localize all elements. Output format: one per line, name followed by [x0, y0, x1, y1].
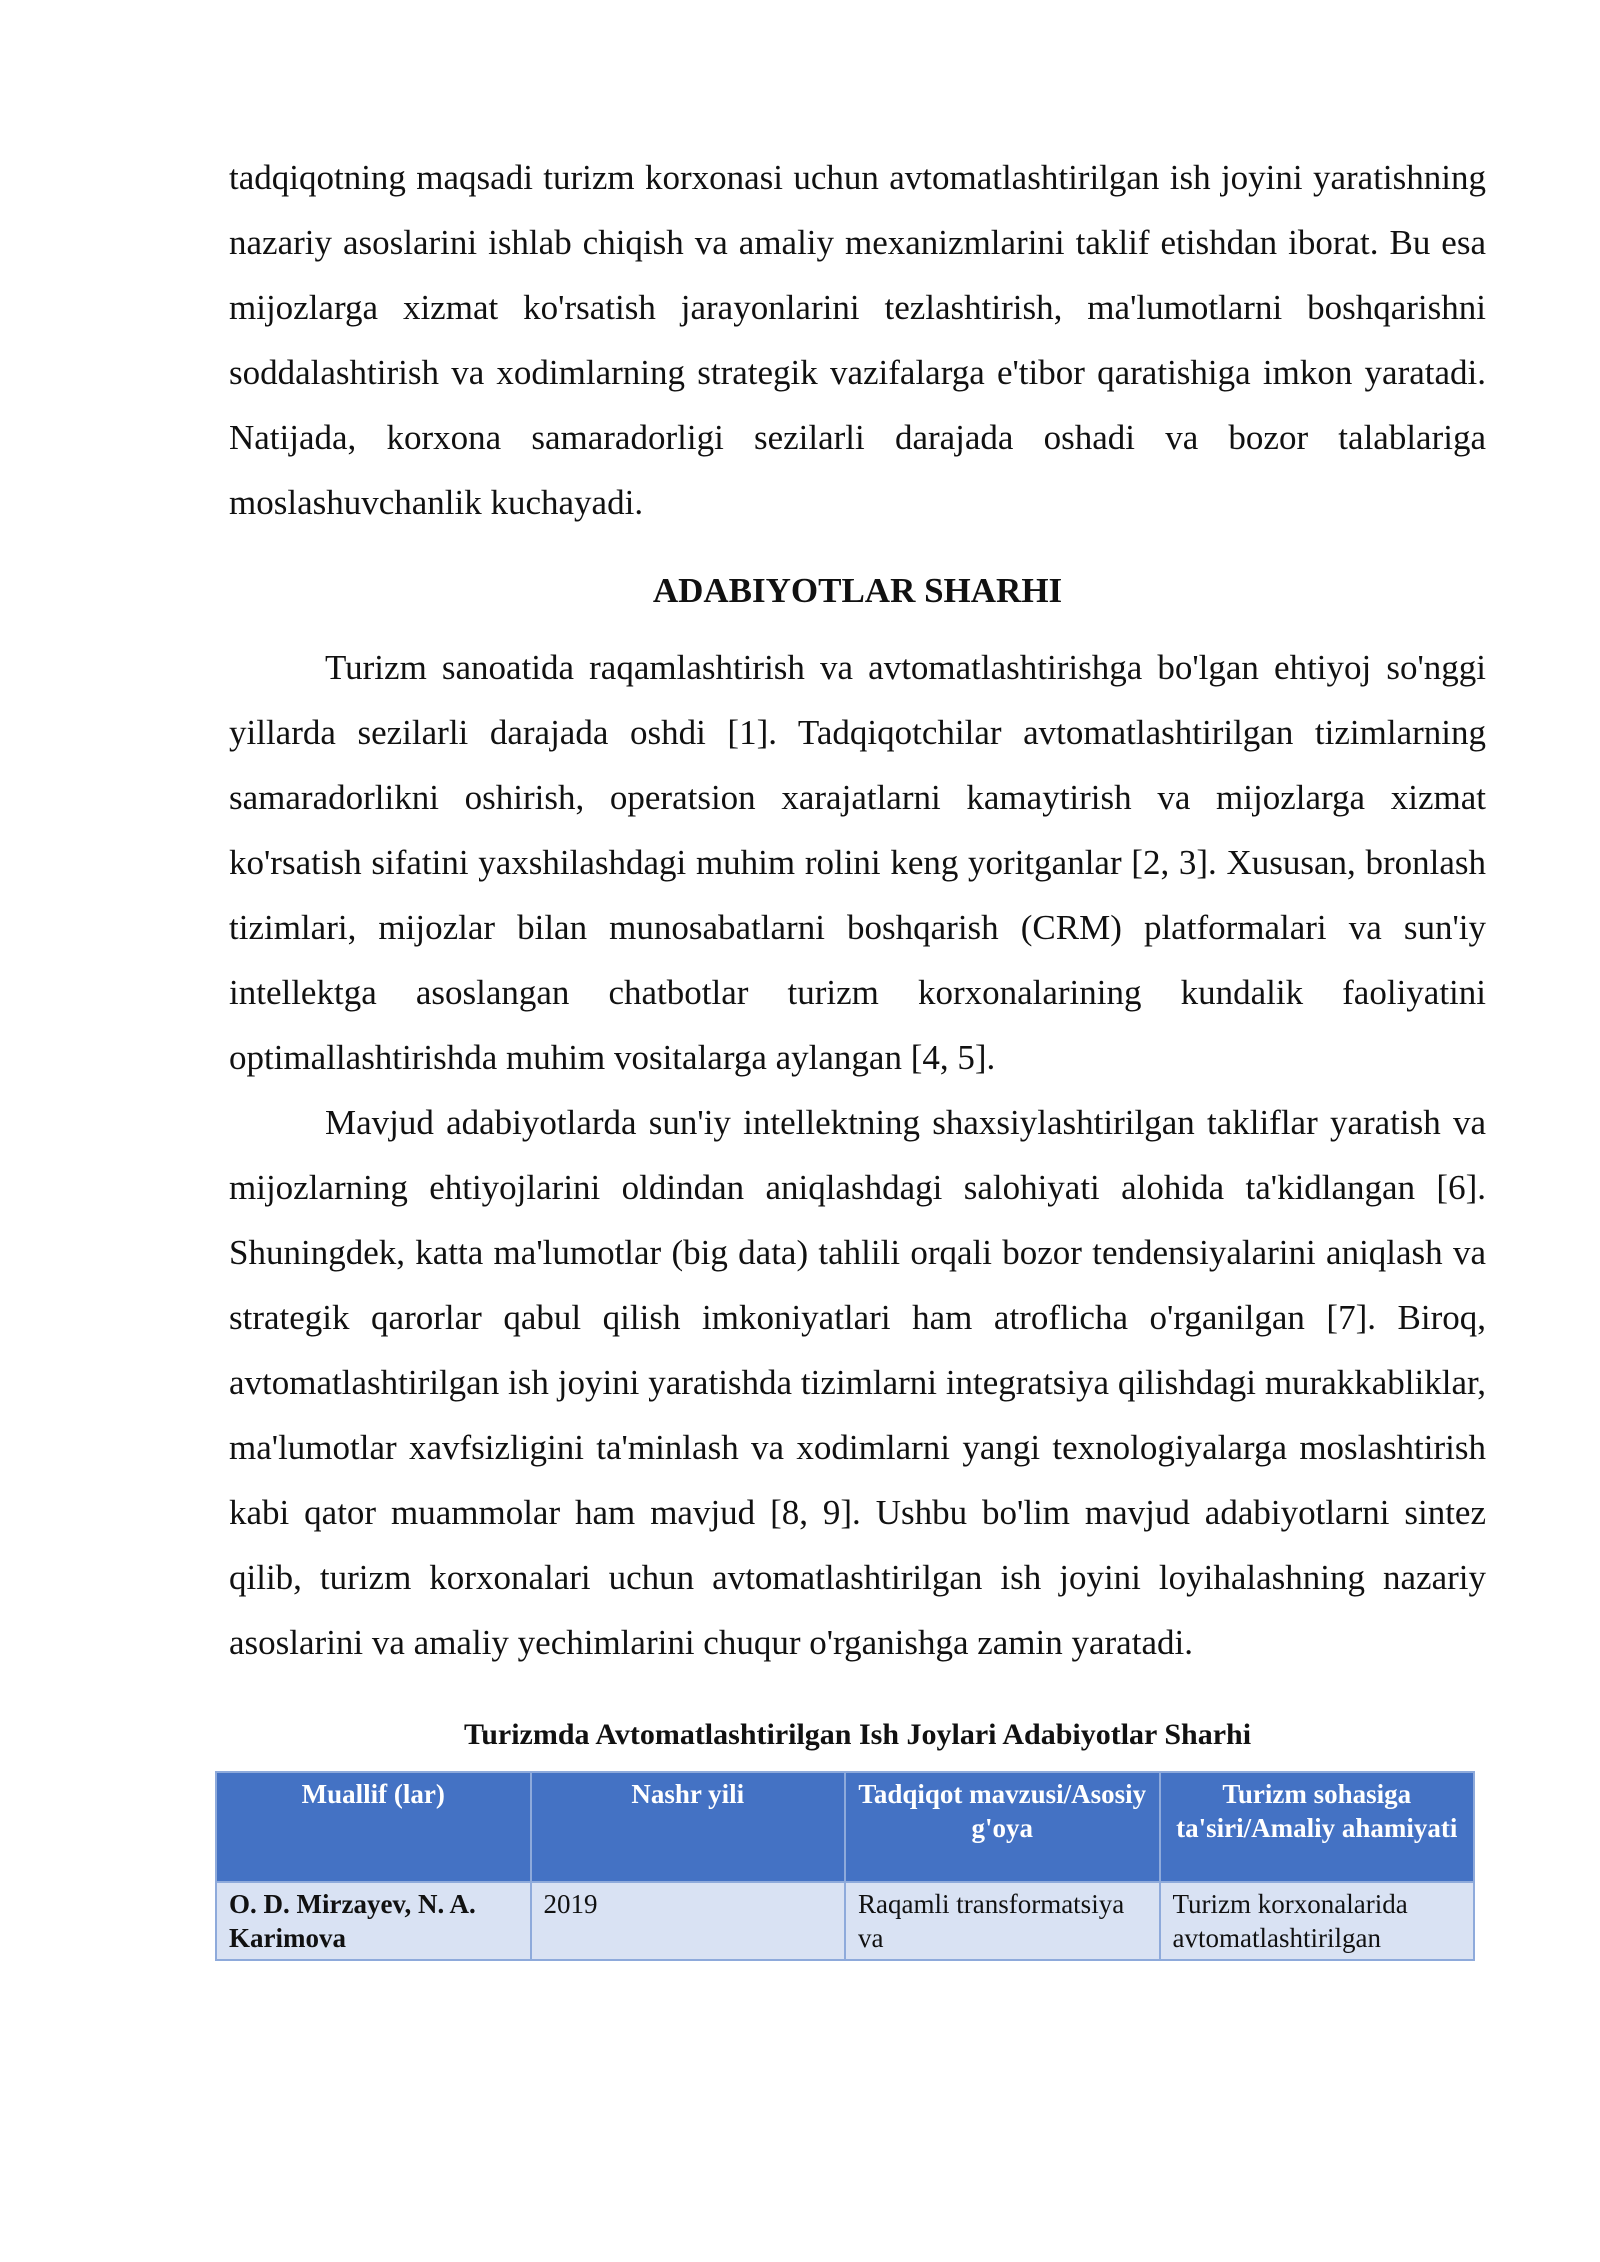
- literature-table: [215, 1771, 1475, 1961]
- header-topic: Tadqiqot mavzusi/Asosiy g'oya: [845, 1772, 1160, 1882]
- table-caption: Turizmda Avtomatlashtirilgan Ish Joylari Adabiyotlar Sharhi: [463, 1718, 1252, 1751]
- cell-year: 2019: [531, 1882, 846, 1960]
- intro-paragraph: tadqiqotning maqsadi turizm korxonasi uchun avtomatlashtirilgan ish joyini yaratishning nazariy asoslarini ishlab chiqish va amaliy mexanizmlarini taklif etishdan iborat. Bu esa mijozlarga xizmat ko'rsatish jarayonlarini tezlashtirish, ma'lumotlarni boshqarishni soddalashtirish va xodimlarning strategik vazifalarga e'tibor qaratishiga imkon yaratadi. Natijada, korxona samaradorligi sezilarli darajada oshadi va bozor talablariga moslashuvchanlik kuchayadi.: [229, 158, 1486, 522]
- section-heading: ADABIYOTLAR SHARHI: [652, 571, 1063, 610]
- header-year: Nashr yili: [531, 1772, 846, 1882]
- header-authors: Muallif (lar): [216, 1772, 531, 1882]
- header-impact: Turizm sohasiga ta'siri/Amaliy ahamiyati: [1160, 1772, 1475, 1882]
- body-paragraph-1: Turizm sanoatida raqamlashtirish va avtomatlashtirishga bo'lgan ehtiyoj so'nggi yillarda sezilarli darajada oshdi [1]. Tadqiqotchilar avtomatlashtirilgan tizimlarning samaradorlikni oshirish, operatsion xarajatlarni kamaytirish va mijozlarga xizmat ko'rsatish sifatini yaxshilashdagi muhim rolini keng yoritganlar [2, 3]. Xususan, bronlash tizimlari, mijozlar bilan munosabatlarni boshqarish (CRM) platformalari va sun'iy intellektga asoslangan chatbotlar turizm korxonalarining kundalik faoliyatini optimallashtirishda muhim vositalarga aylangan [4, 5].: [229, 648, 1486, 1077]
- table-row: [216, 1882, 1474, 1960]
- cell-impact: Turizm korxonalarida avtomatlashtirilgan: [1160, 1882, 1475, 1960]
- cell-authors: O. D. Mirzayev, N. A. Karimova: [216, 1882, 531, 1960]
- table-header-row: [216, 1772, 1474, 1882]
- page-body: [229, 145, 1486, 1961]
- body-paragraph-2: Mavjud adabiyotlarda sun'iy intellektning shaxsiylashtirilgan takliflar yaratish va mijozlarning ehtiyojlarini oldindan aniqlashdagi salohiyati alohida ta'kidlangan [6]. Shuningdek, katta ma'lumotlar (big data) tahlili orqali bozor tendensiyalarini aniqlash va strategik qarorlar qabul qilish imkoniyatlari ham atroflicha o'rganilgan [7]. Biroq, avtomatlashtirilgan ish joyini yaratishda tizimlarni integratsiya qilishdagi murakkabliklar, ma'lumotlar xavfsizligini ta'minlash va xodimlarni yangi texnologiyalarga moslashtirish kabi qator muammolar ham mavjud [8, 9]. Ushbu bo'lim mavjud adabiyotlarni sintez qilib, turizm korxonalari uchun avtomatlashtirilgan ish joyini loyihalashning nazariy asoslarini va amaliy yechimlarini chuqur o'rganishga zamin yaratadi.: [229, 1103, 1486, 1662]
- cell-topic: Raqamli transformatsiya va: [845, 1882, 1160, 1960]
